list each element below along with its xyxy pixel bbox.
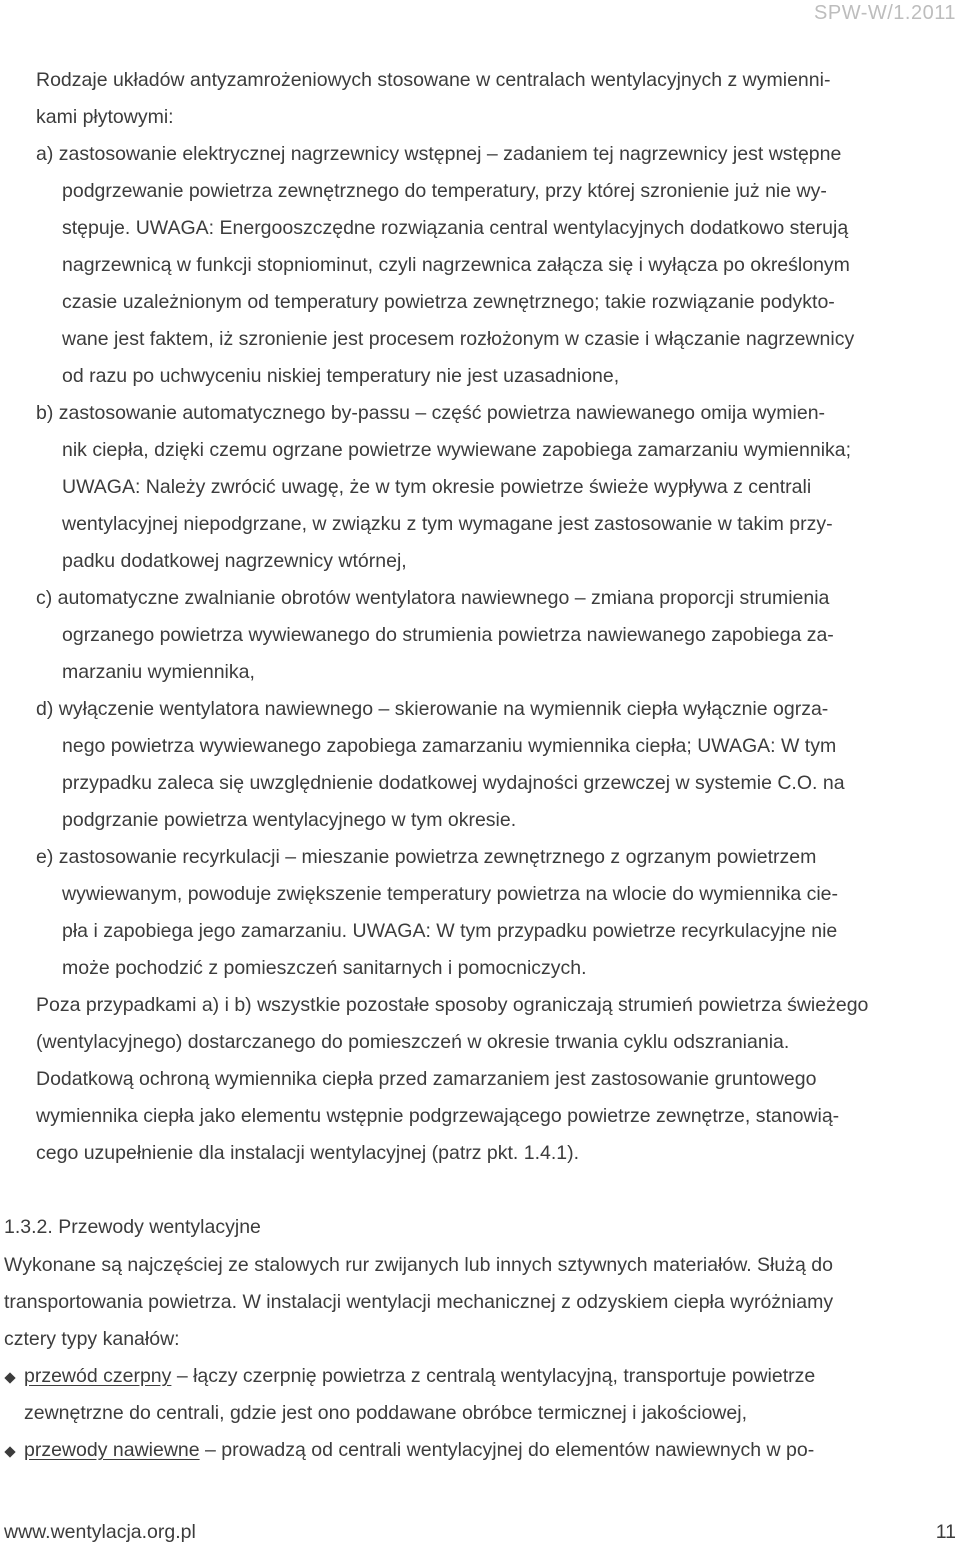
item-a-line: podgrzewanie powietrza zewnętrznego do temperatury, przy której szronienie już nie wy-: [62, 180, 827, 202]
item-b-line: wentylacyjnej niepodgrzane, w związku z tym wymagane jest zastosowanie w takim przy-: [62, 513, 833, 535]
paragraph-line: Poza przypadkami a) i b) wszystkie pozostałe sposoby ograniczają strumień powietrza świeżego: [36, 994, 869, 1016]
bullet-text: – łączy czerpnię powietrza z centralą wentylacyjną, transportuje powietrze: [171, 1365, 816, 1387]
item-c-line: ogrzanego powietrza wywiewanego do strumienia powietrza nawiewanego zapobiega za-: [62, 624, 834, 646]
page-number: 11: [935, 1521, 956, 1543]
item-d-line: nego powietrza wywiewanego zapobiega zamarzaniu wymiennika ciepła; UWAGA: W tym: [62, 735, 837, 757]
section-line: cztery typy kanałów:: [4, 1328, 180, 1350]
item-c-line: c) automatyczne zwalnianie obrotów wentylatora nawiewnego – zmiana proporcji strumienia: [36, 587, 830, 609]
intro-line: Rodzaje układów antyzamrożeniowych stosowane w centralach wentylacyjnych z wymienni-: [36, 69, 831, 91]
item-c-line: marzaniu wymiennika,: [62, 661, 255, 683]
paragraph-line: (wentylacyjnego) dostarczanego do pomieszczeń w okresie trwania cyklu odszraniania.: [36, 1031, 790, 1053]
item-a-line: od razu po uchwyceniu niskiej temperatury nie jest uzasadnione,: [62, 365, 620, 387]
item-a-line: wane jest faktem, iż szronienie jest procesem rozłożonym w czasie i włączanie nagrzewnicy: [62, 328, 855, 350]
section-heading: 1.3.2. Przewody wentylacyjne: [4, 1216, 261, 1238]
item-d-line: przypadku zaleca się uwzględnienie dodatkowej wydajności grzewczej w systemie C.O. na: [62, 772, 845, 794]
item-d-line: d) wyłączenie wentylatora nawiewnego – skierowanie na wymiennik ciepła wyłącznie ogrza-: [36, 698, 829, 720]
paragraph-line: cego uzupełnienie dla instalacji wentylacyjnej (patrz pkt. 1.4.1).: [36, 1142, 580, 1164]
item-e-line: wywiewanym, powoduje zwiększenie temperatury powietrza na wlocie do wymiennika cie-: [62, 883, 839, 905]
bullet-text: – prowadzą od centrali wentylacyjnej do elementów nawiewnych w po-: [199, 1439, 815, 1461]
item-b-line: UWAGA: Należy zwrócić uwagę, że w tym okresie powietrze świeże wypływa z centrali: [62, 476, 812, 498]
footer-url: www.wentylacja.org.pl: [4, 1521, 196, 1543]
item-b-line: nik ciepła, dzięki czemu ogrzane powietrze wywiewane zapobiega zamarzaniu wymiennika;: [62, 439, 852, 461]
bullet-item: [24, 1438, 814, 1462]
bullet-item: [24, 1364, 815, 1388]
item-a-line: nagrzewnicą w funkcji stopniominut, czyli nagrzewnica załącza się i wyłącza po określonym: [62, 254, 850, 276]
section-line: transportowania powietrza. W instalacji wentylacji mechanicznej z odzyskiem ciepła wyróżniamy: [4, 1291, 834, 1313]
intro-line: kami płytowymi:: [36, 106, 174, 128]
bullet-term: przewód czerpny: [24, 1365, 172, 1387]
item-e-line: pła i zapobiega jego zamarzaniu. UWAGA: W tym przypadku powietrze recyrkulacyjne nie: [62, 920, 838, 942]
bullet-term: przewody nawiewne: [24, 1439, 200, 1461]
paragraph-line: wymiennika ciepła jako elementu wstępnie podgrzewającego powietrze zewnętrze, stanowią-: [36, 1105, 840, 1127]
item-a-line: a) zastosowanie elektrycznej nagrzewnicy wstępnej – zadaniem tej nagrzewnicy jest wstępne: [36, 143, 842, 165]
item-d-line: podgrzanie powietrza wentylacyjnego w tym okresie.: [62, 809, 517, 831]
item-a-line: stępuje. UWAGA: Energooszczędne rozwiązania central wentylacyjnych dodatkowo sterują: [62, 217, 849, 239]
item-b-line: padku dodatkowej nagrzewnicy wtórnej,: [62, 550, 407, 572]
item-a-line: czasie uzależnionym od temperatury powietrza zewnętrznego; takie rozwiązanie podykto-: [62, 291, 835, 313]
item-e-line: e) zastosowanie recyrkulacji – mieszanie powietrza zewnętrznego z ogrzanym powietrzem: [36, 846, 817, 868]
item-b-line: b) zastosowanie automatycznego by-passu – część powietrza nawiewanego omija wymien-: [36, 402, 826, 424]
bullet-line: zewnętrzne do centrali, gdzie jest ono poddawane obróbce termicznej i jakościowej,: [24, 1402, 747, 1424]
item-e-line: może pochodzić z pomieszczeń sanitarnych i pomocniczych.: [62, 957, 587, 979]
document-code: SPW-W/1.2011: [814, 2, 956, 24]
bullet-icon: [4, 1446, 15, 1457]
bullet-icon: [4, 1372, 15, 1383]
section-line: Wykonane są najczęściej ze stalowych rur zwijanych lub innych sztywnych materiałów. Służą do: [4, 1254, 833, 1276]
paragraph-line: Dodatkową ochroną wymiennika ciepła przed zamarzaniem jest zastosowanie gruntowego: [36, 1068, 817, 1090]
